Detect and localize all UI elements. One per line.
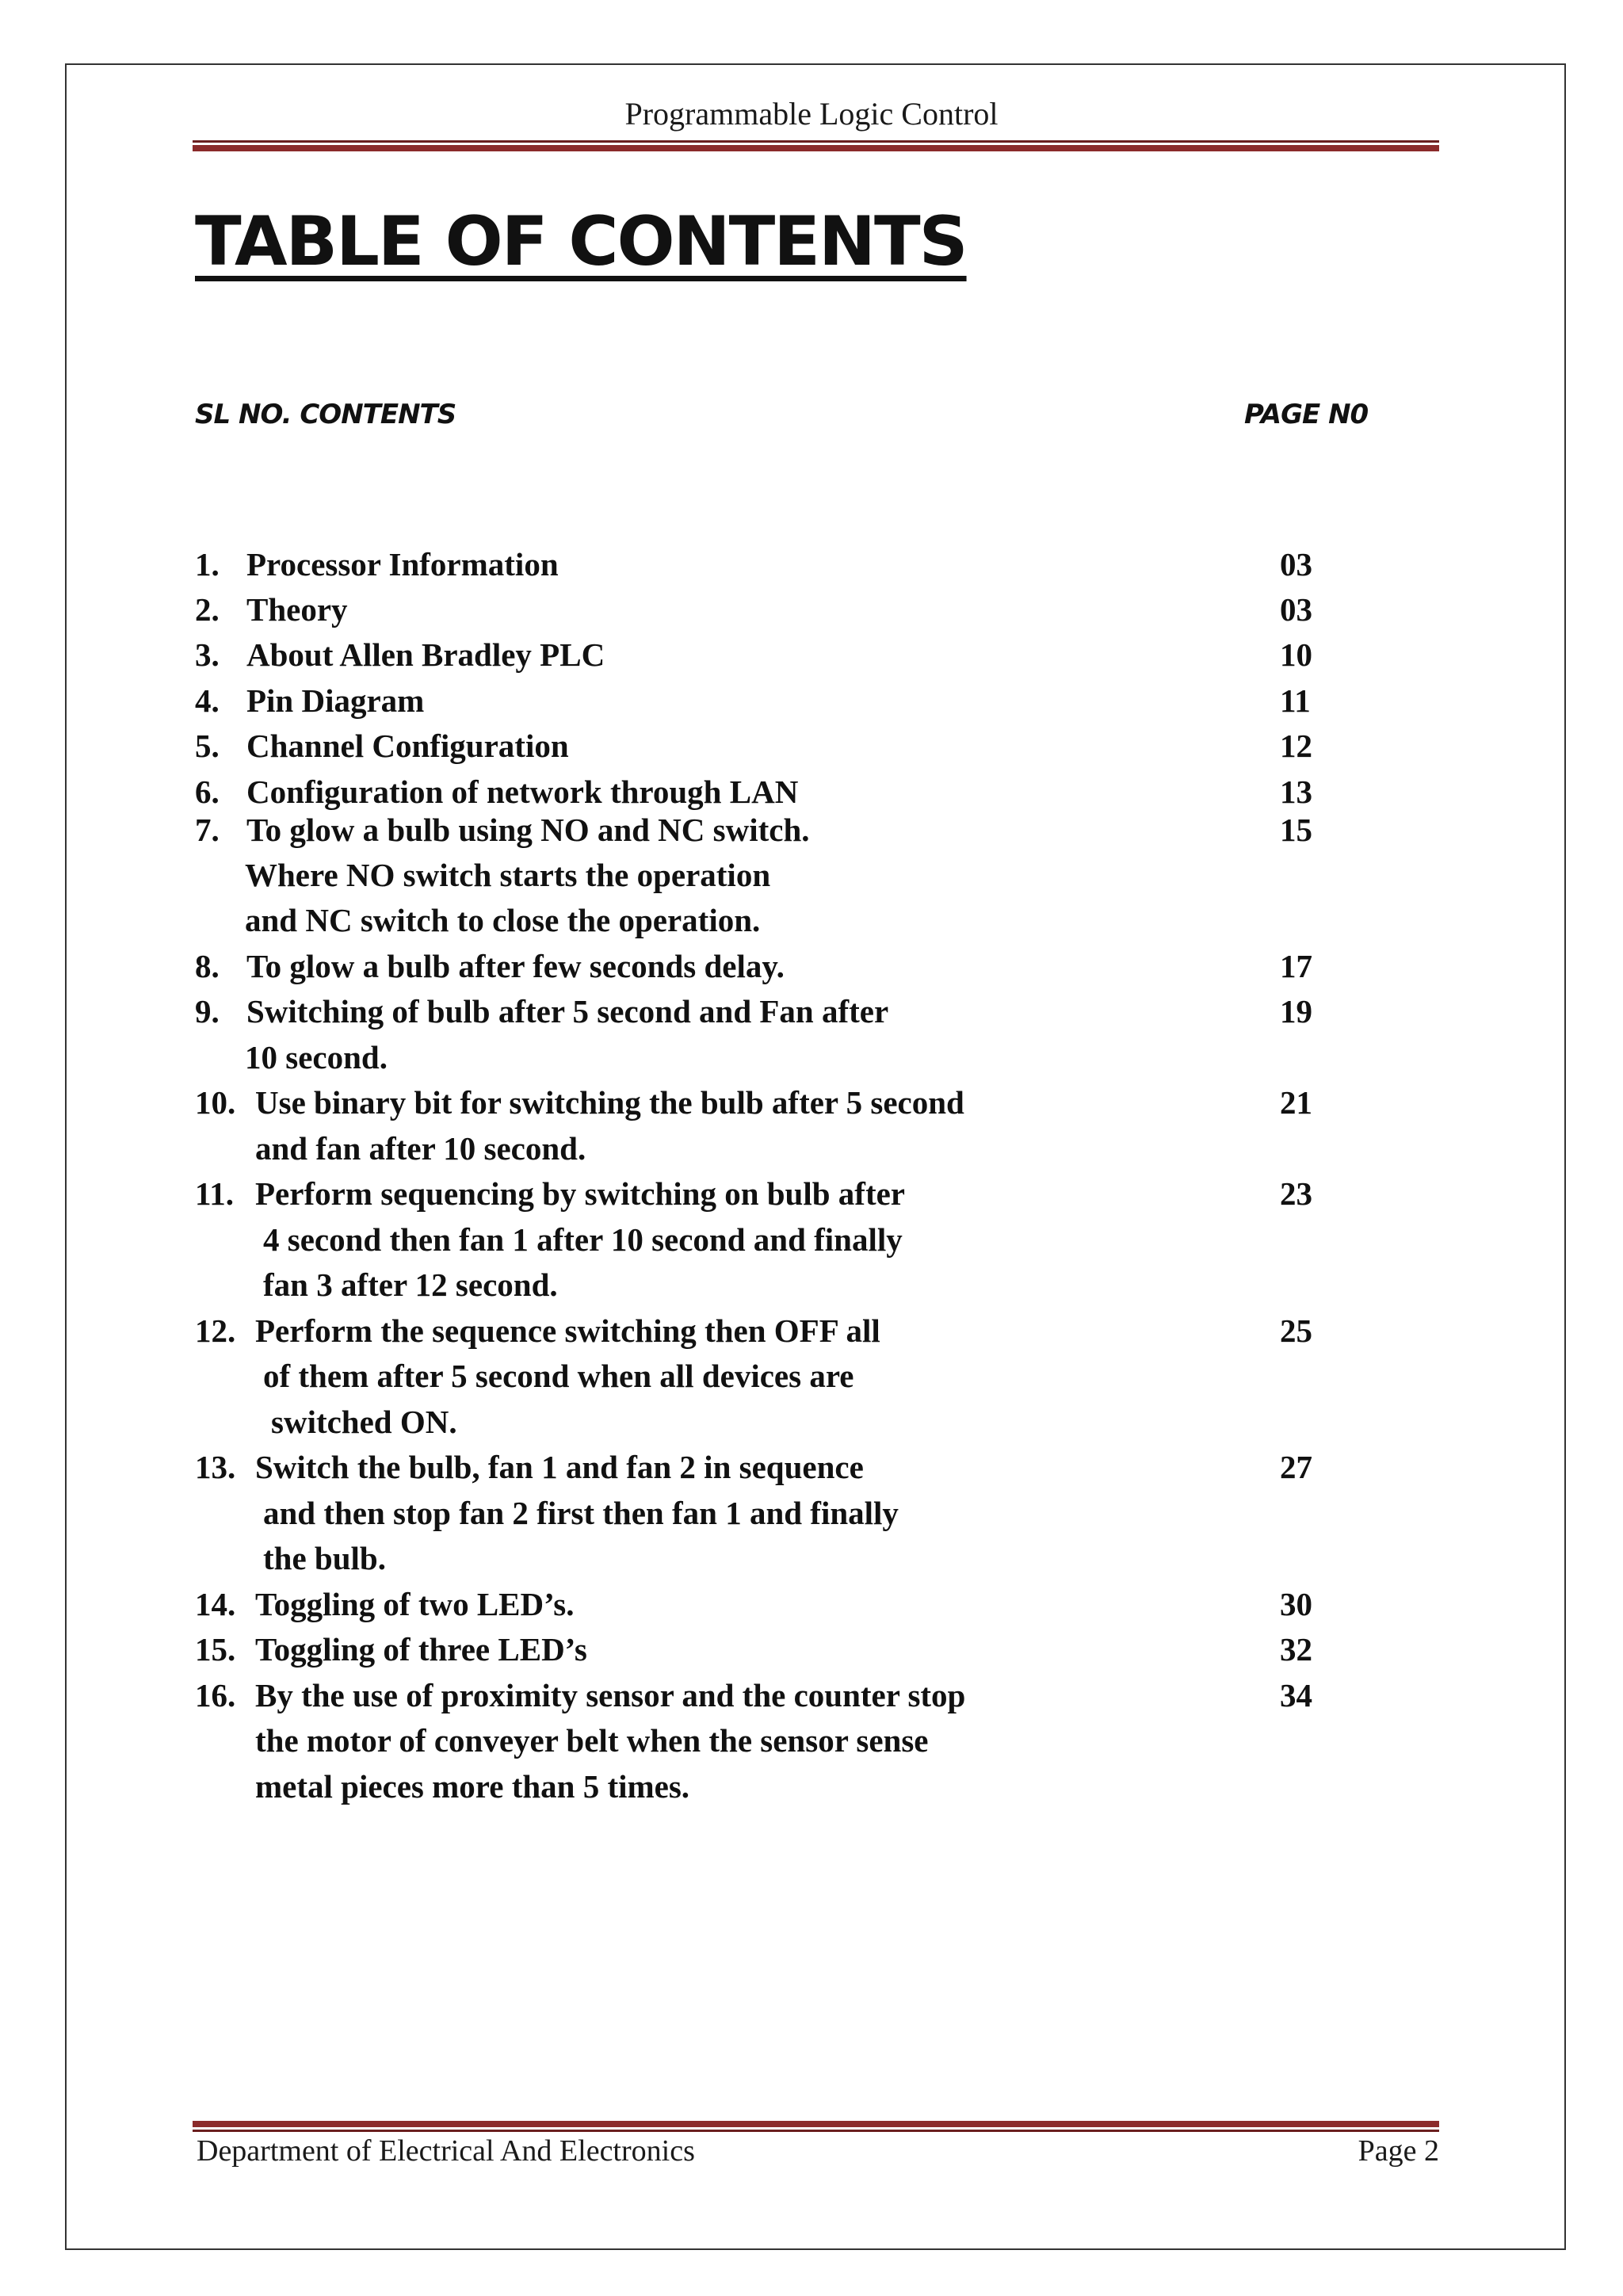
toc-entry-page-number: 25 (1280, 1312, 1312, 1349)
toc-entry-number: 16. (195, 1677, 236, 1713)
toc-entry-title-continued: and fan after 10 second. (255, 1130, 586, 1167)
toc-entry-page-number: 03 (1280, 591, 1312, 628)
toc-entry-number: 5. (195, 728, 220, 764)
toc-entry-number: 12. (195, 1312, 236, 1349)
toc-entry-number: 13. (195, 1449, 236, 1485)
footer-page-number: Page 2 (1358, 2134, 1439, 2168)
toc-entry-title-continued: 10 second. (245, 1039, 388, 1075)
header-title: Programmable Logic Control (624, 96, 999, 132)
toc-entry-title-continued: the bulb. (263, 1540, 386, 1576)
toc-entry-title-continued: 4 second then fan 1 after 10 second and finally (263, 1221, 903, 1258)
footer-rule (193, 2121, 1439, 2132)
toc-entry-number: 8. (195, 948, 220, 984)
toc-entry-page-number: 13 (1280, 774, 1312, 810)
toc-entry-title: Use binary bit for switching the bulb after 5 second (255, 1084, 964, 1121)
toc-entry-title-continued: and NC switch to close the operation. (245, 902, 761, 938)
toc-entry-number: 15. (195, 1631, 236, 1668)
toc-entry-title: Toggling of two LED’s. (255, 1586, 575, 1622)
toc-entry-page-number: 12 (1280, 728, 1312, 764)
toc-entry-number: 9. (195, 993, 220, 1030)
toc-entry-number: 2. (195, 591, 220, 628)
toc-entry-page-number: 11 (1280, 682, 1311, 719)
toc-entry-title: To glow a bulb using NO and NC switch. (246, 812, 810, 848)
toc-entry-page-number: 32 (1280, 1631, 1312, 1668)
toc-entry-title: Toggling of three LED’s (255, 1631, 587, 1668)
toc-entry-page-number: 30 (1280, 1586, 1312, 1622)
toc-entry-number: 11. (195, 1175, 234, 1212)
toc-entry-title-continued: switched ON. (271, 1404, 457, 1440)
toc-entry-title-continued: the motor of conveyer belt when the sensor sense (255, 1722, 929, 1759)
toc-entry-title: Switching of bulb after 5 second and Fan after (246, 993, 889, 1030)
toc-entry-page-number: 27 (1280, 1449, 1312, 1485)
column-header-page-no: PAGE N0 (1244, 399, 1369, 430)
toc-entry-title-continued: and then stop fan 2 first then fan 1 and finally (263, 1495, 899, 1531)
footer-department: Department of Electrical And Electronics (197, 2134, 695, 2168)
toc-entry-number: 10. (195, 1084, 236, 1121)
toc-entry-title: Switch the bulb, fan 1 and fan 2 in sequence (255, 1449, 864, 1485)
toc-entry-number: 14. (195, 1586, 236, 1622)
toc-entry-title: Theory (246, 591, 348, 628)
toc-entry-title: About Allen Bradley PLC (246, 636, 605, 673)
toc-entry-page-number: 10 (1280, 636, 1312, 673)
toc-entry-title: To glow a bulb after few seconds delay. (246, 948, 785, 984)
toc-entry-title-continued: metal pieces more than 5 times. (255, 1768, 690, 1805)
toc-entry-title: By the use of proximity sensor and the counter stop (255, 1677, 966, 1713)
toc-entry-number: 4. (195, 682, 220, 719)
toc-entry-number: 1. (195, 546, 220, 583)
toc-entry-number: 6. (195, 774, 220, 810)
toc-entry-page-number: 23 (1280, 1175, 1312, 1212)
toc-entry-page-number: 19 (1280, 993, 1312, 1030)
toc-entry-title-continued: Where NO switch starts the operation (245, 857, 771, 893)
toc-entry-page-number: 34 (1280, 1677, 1312, 1713)
toc-entry-title: Pin Diagram (246, 682, 425, 719)
toc-entry-title: Perform sequencing by switching on bulb after (255, 1175, 905, 1212)
page-title: TABLE OF CONTENTS (195, 202, 967, 281)
toc-entry-title-continued: fan 3 after 12 second. (263, 1266, 558, 1303)
toc-entry-title: Channel Configuration (246, 728, 569, 764)
column-header-sl-contents: SL NO. CONTENTS (195, 399, 456, 430)
toc-entry-number: 3. (195, 636, 220, 673)
toc-entry-number: 7. (195, 812, 220, 848)
toc-entry-page-number: 15 (1280, 812, 1312, 848)
toc-entry-title-continued: of them after 5 second when all devices are (263, 1358, 854, 1394)
toc-entry-title: Configuration of network through LAN (246, 774, 799, 810)
toc-entry-page-number: 03 (1280, 546, 1312, 583)
toc-entry-page-number: 21 (1280, 1084, 1312, 1121)
toc-entry-title: Perform the sequence switching then OFF all (255, 1312, 880, 1349)
toc-entry-title: Processor Information (246, 546, 559, 583)
toc-entry-page-number: 17 (1280, 948, 1312, 984)
